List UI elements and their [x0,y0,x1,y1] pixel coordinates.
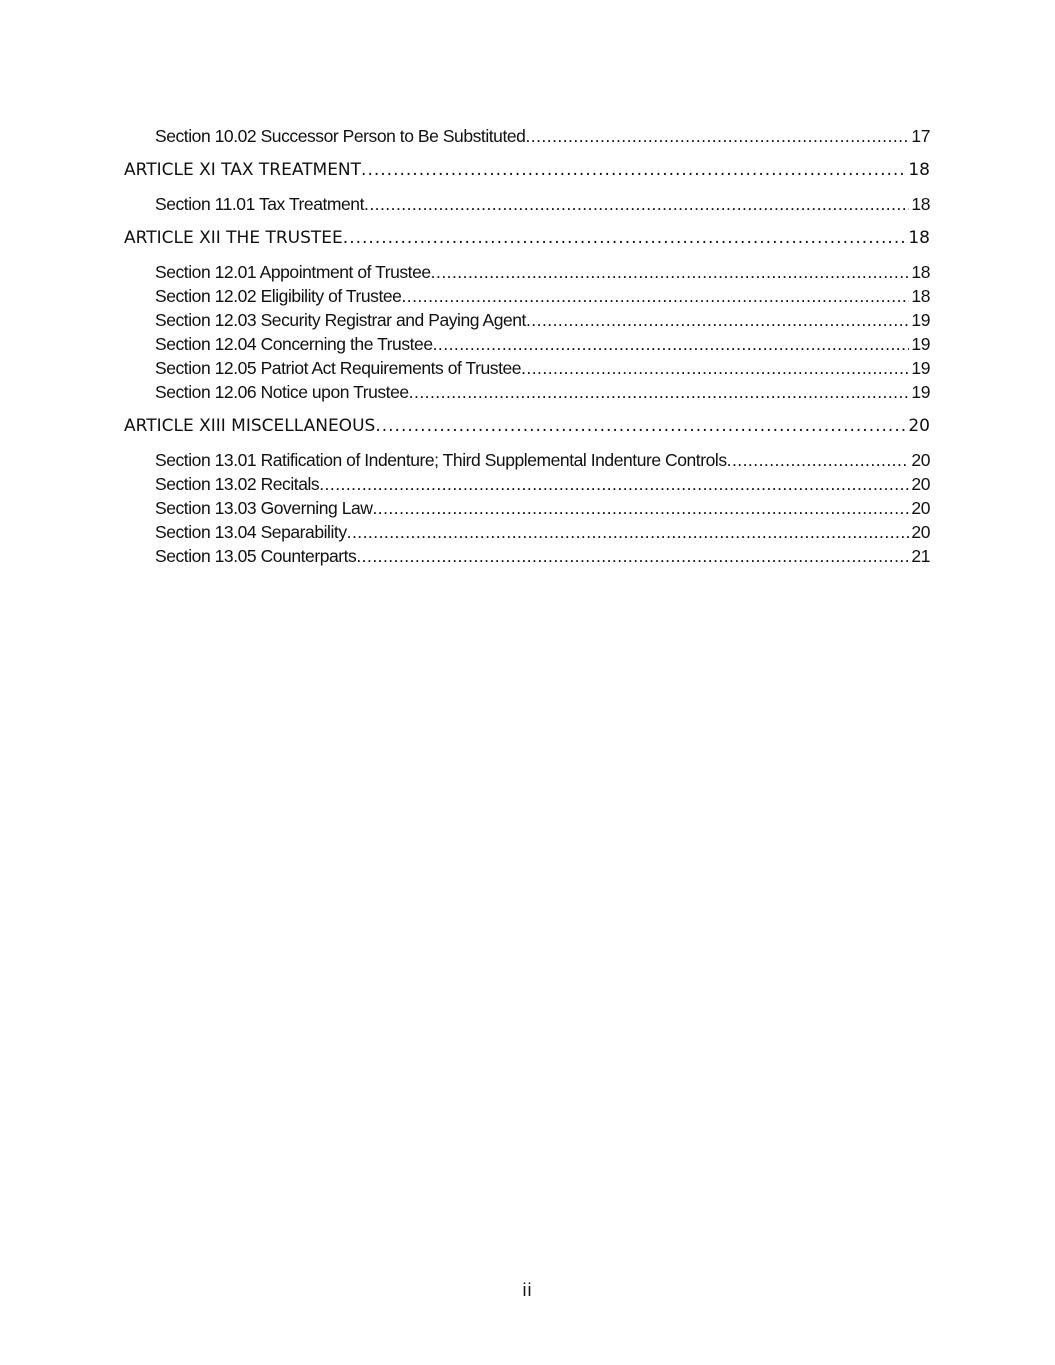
toc-entry-page: 19 [911,310,930,330]
toc-entry-page: 18 [911,286,930,306]
toc-entry-section[interactable] [155,192,930,216]
dot-leader [525,124,909,148]
toc-entry-title: Section 12.05 Patriot Act Requirements of Trustee [155,358,522,378]
toc-entry-title: ARTICLE XII THE TRUSTEE [124,228,343,248]
toc-entry-title: Section 12.04 Concerning the Trustee [155,334,433,354]
toc-entry-page: 17 [911,126,930,146]
toc-entry-title: ARTICLE XI TAX TREATMENT [124,160,362,180]
toc-entry-title: Section 12.03 Security Registrar and Paying Agent [155,310,526,330]
dot-leader [372,496,909,520]
toc-entry-title: ARTICLE XIII MISCELLANEOUS [124,416,376,436]
toc-entry-title: Section 13.02 Recitals [155,474,320,494]
dot-leader [526,308,909,332]
dot-leader [375,414,906,438]
toc-entry-page: 20 [908,416,930,436]
dot-leader [356,544,909,568]
toc-entry-page: 19 [911,382,930,402]
dot-leader [401,284,909,308]
toc-entry-page: 18 [908,228,930,248]
toc-entry-page: 19 [911,334,930,354]
toc-entry-section[interactable] [155,496,930,520]
toc-entry-article[interactable] [124,226,930,250]
toc-entry-section[interactable] [155,520,930,544]
toc-entry-title: Section 12.02 Eligibility of Trustee [155,286,402,306]
dot-leader [431,260,910,284]
dot-leader [343,226,907,250]
toc-entry-title: Section 13.01 Ratification of Indenture; Third Supplemental Indenture Controls [155,450,727,470]
toc-entry-page: 20 [911,474,930,494]
toc-entry-article[interactable] [124,414,930,438]
toc-entry-section[interactable] [155,260,930,284]
toc-entry-page: 18 [908,160,930,180]
toc-entry-title: Section 11.01 Tax Treatment [155,194,365,214]
page-number: ii [522,1280,533,1300]
toc-entry-section[interactable] [155,380,930,404]
toc-entry-title: Section 10.02 Successor Person to Be Substituted [155,126,526,146]
toc-entry-page: 20 [911,498,930,518]
dot-leader [364,192,909,216]
dot-leader [409,380,910,404]
toc-entry-title: Section 12.01 Appointment of Trustee [155,262,431,282]
toc-entry-section[interactable] [155,284,930,308]
toc-entry-page: 19 [911,358,930,378]
toc-entry-section[interactable] [155,308,930,332]
toc-entry-section[interactable] [155,472,930,496]
toc-entry-title: Section 13.03 Governing Law [155,498,373,518]
toc-entry-title: Section 12.06 Notice upon Trustee [155,382,409,402]
toc-entry-section[interactable] [155,544,930,568]
toc-entry-page: 18 [911,262,930,282]
toc-entry-page: 20 [911,522,930,542]
toc-entry-article[interactable] [124,158,930,182]
toc-entry-section[interactable] [155,124,930,148]
dot-leader [727,448,910,472]
toc-entry-section[interactable] [155,356,930,380]
toc-entry-title: Section 13.05 Counterparts [155,546,357,566]
dot-leader [521,356,909,380]
dot-leader [361,158,906,182]
toc-entry-page: 18 [911,194,930,214]
table-of-contents [124,124,930,568]
dot-leader [319,472,909,496]
toc-entry-section[interactable] [155,448,930,472]
toc-entry-title: Section 13.04 Separability [155,522,347,542]
toc-entry-section[interactable] [155,332,930,356]
dot-leader [433,332,910,356]
toc-entry-page: 21 [911,546,930,566]
dot-leader [347,520,910,544]
toc-entry-page: 20 [911,450,930,470]
